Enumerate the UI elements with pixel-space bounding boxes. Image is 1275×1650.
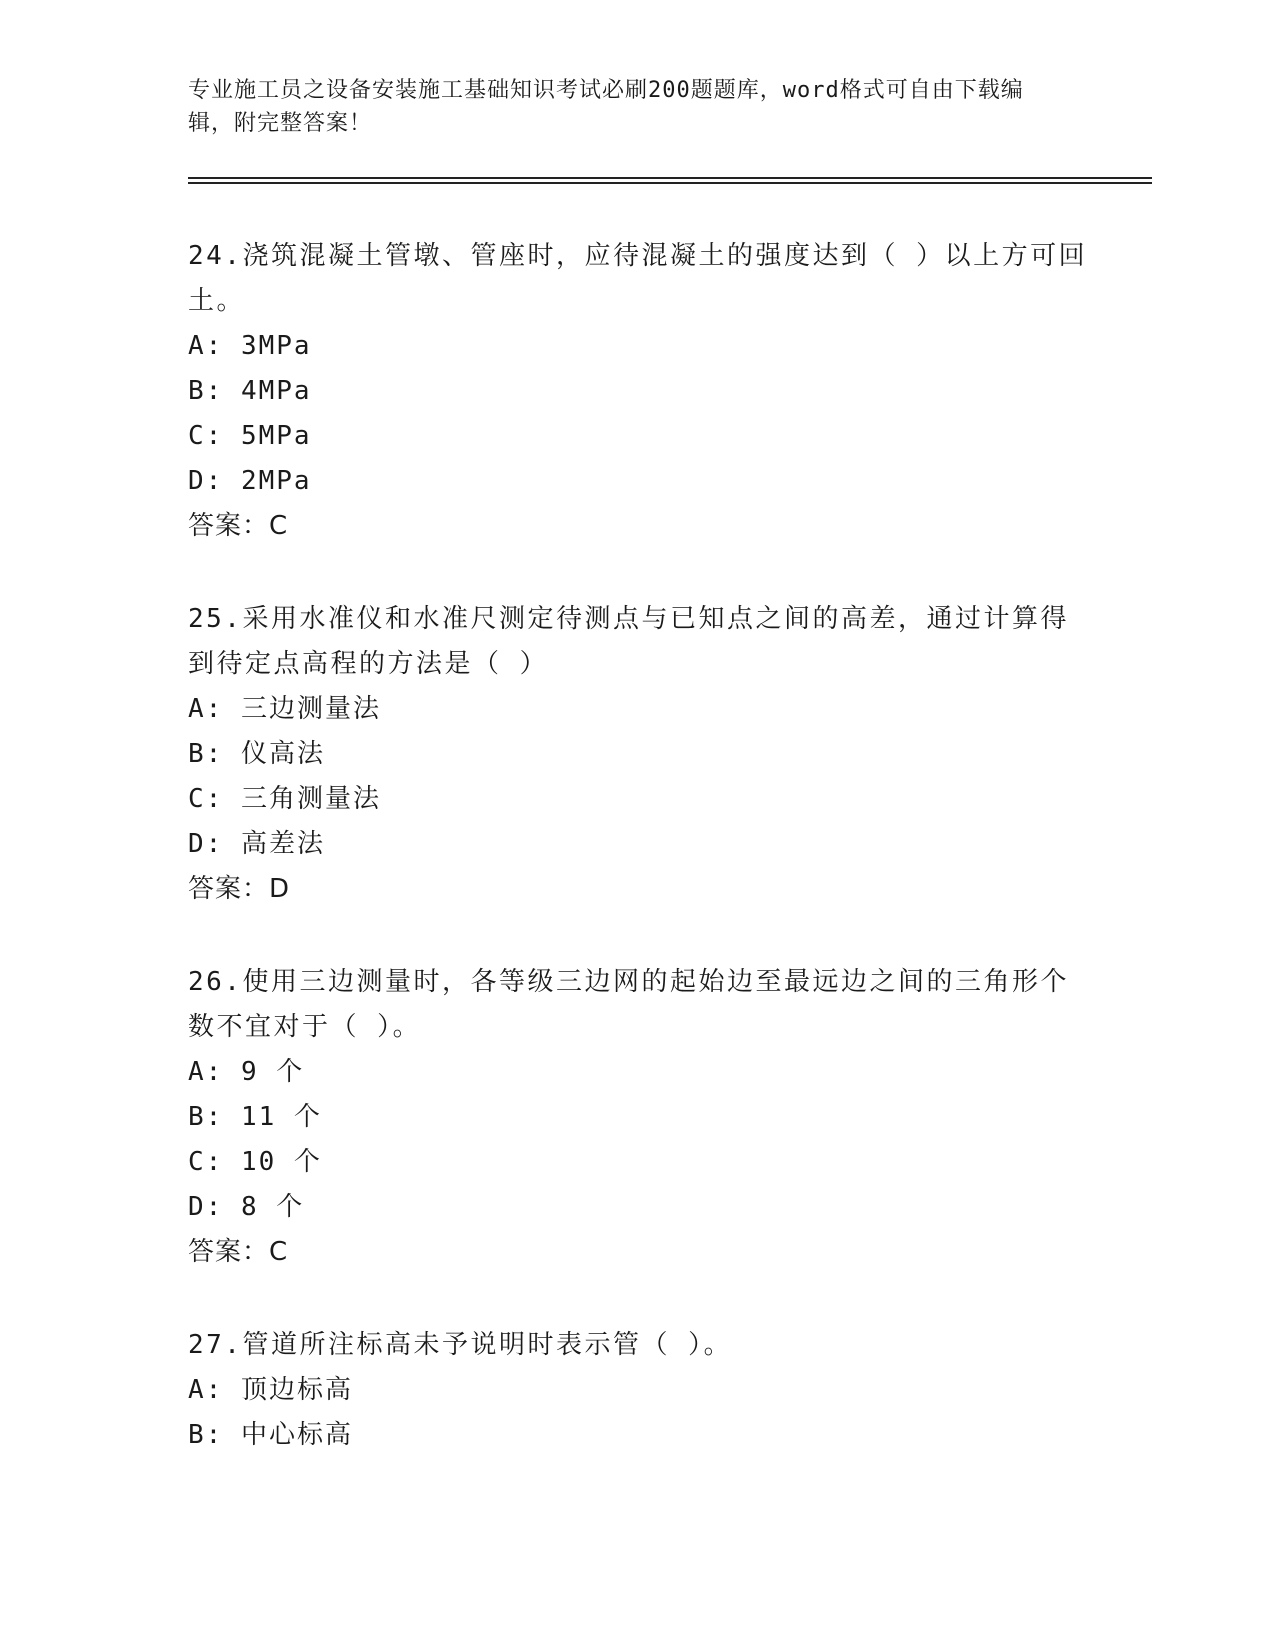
option-d: D: 高差法 <box>188 829 325 859</box>
question-stem: 26.使用三边测量时，各等级三边网的起始边至最远边之间的三角形个数不宜对于（ ）。 <box>188 967 1069 1042</box>
answer-line: 答案：C <box>188 1237 289 1267</box>
option-b: B: 11 个 <box>188 1102 322 1132</box>
option-d: D: 8 个 <box>188 1192 305 1222</box>
option-a: A: 9 个 <box>188 1057 305 1087</box>
option-a: A: 3MPa <box>188 331 312 361</box>
question-25 <box>188 597 1088 912</box>
question-stem: 24.浇筑混凝土管墩、管座时，应待混凝土的强度达到（ ）以上方可回土。 <box>188 241 1088 316</box>
option-b: B: 4MPa <box>188 376 312 406</box>
option-d: D: 2MPa <box>188 466 312 496</box>
option-a: A: 顶边标高 <box>188 1375 353 1405</box>
option-c: C: 10 个 <box>188 1147 322 1177</box>
answer-line: 答案：D <box>188 874 291 904</box>
document-header: 专业施工员之设备安装施工基础知识考试必刷200题题库，word格式可自由下载编辑，附完整答案！ <box>188 78 1024 136</box>
question-24 <box>188 234 1088 549</box>
option-b: B: 仪高法 <box>188 739 325 769</box>
question-stem: 27.管道所注标高未予说明时表示管（ ）。 <box>188 1330 733 1360</box>
header-divider-bottom <box>188 182 1152 184</box>
question-26 <box>188 960 1088 1275</box>
option-a: A: 三边测量法 <box>188 694 381 724</box>
answer-line: 答案：C <box>188 511 289 541</box>
question-stem: 25.采用水准仪和水准尺测定待测点与已知点之间的高差，通过计算得到待定点高程的方法是（ ） <box>188 604 1069 679</box>
question-27 <box>188 1323 1088 1458</box>
header-divider-top <box>188 177 1152 179</box>
option-c: C: 三角测量法 <box>188 784 381 814</box>
option-b: B: 中心标高 <box>188 1420 353 1450</box>
option-c: C: 5MPa <box>188 421 312 451</box>
